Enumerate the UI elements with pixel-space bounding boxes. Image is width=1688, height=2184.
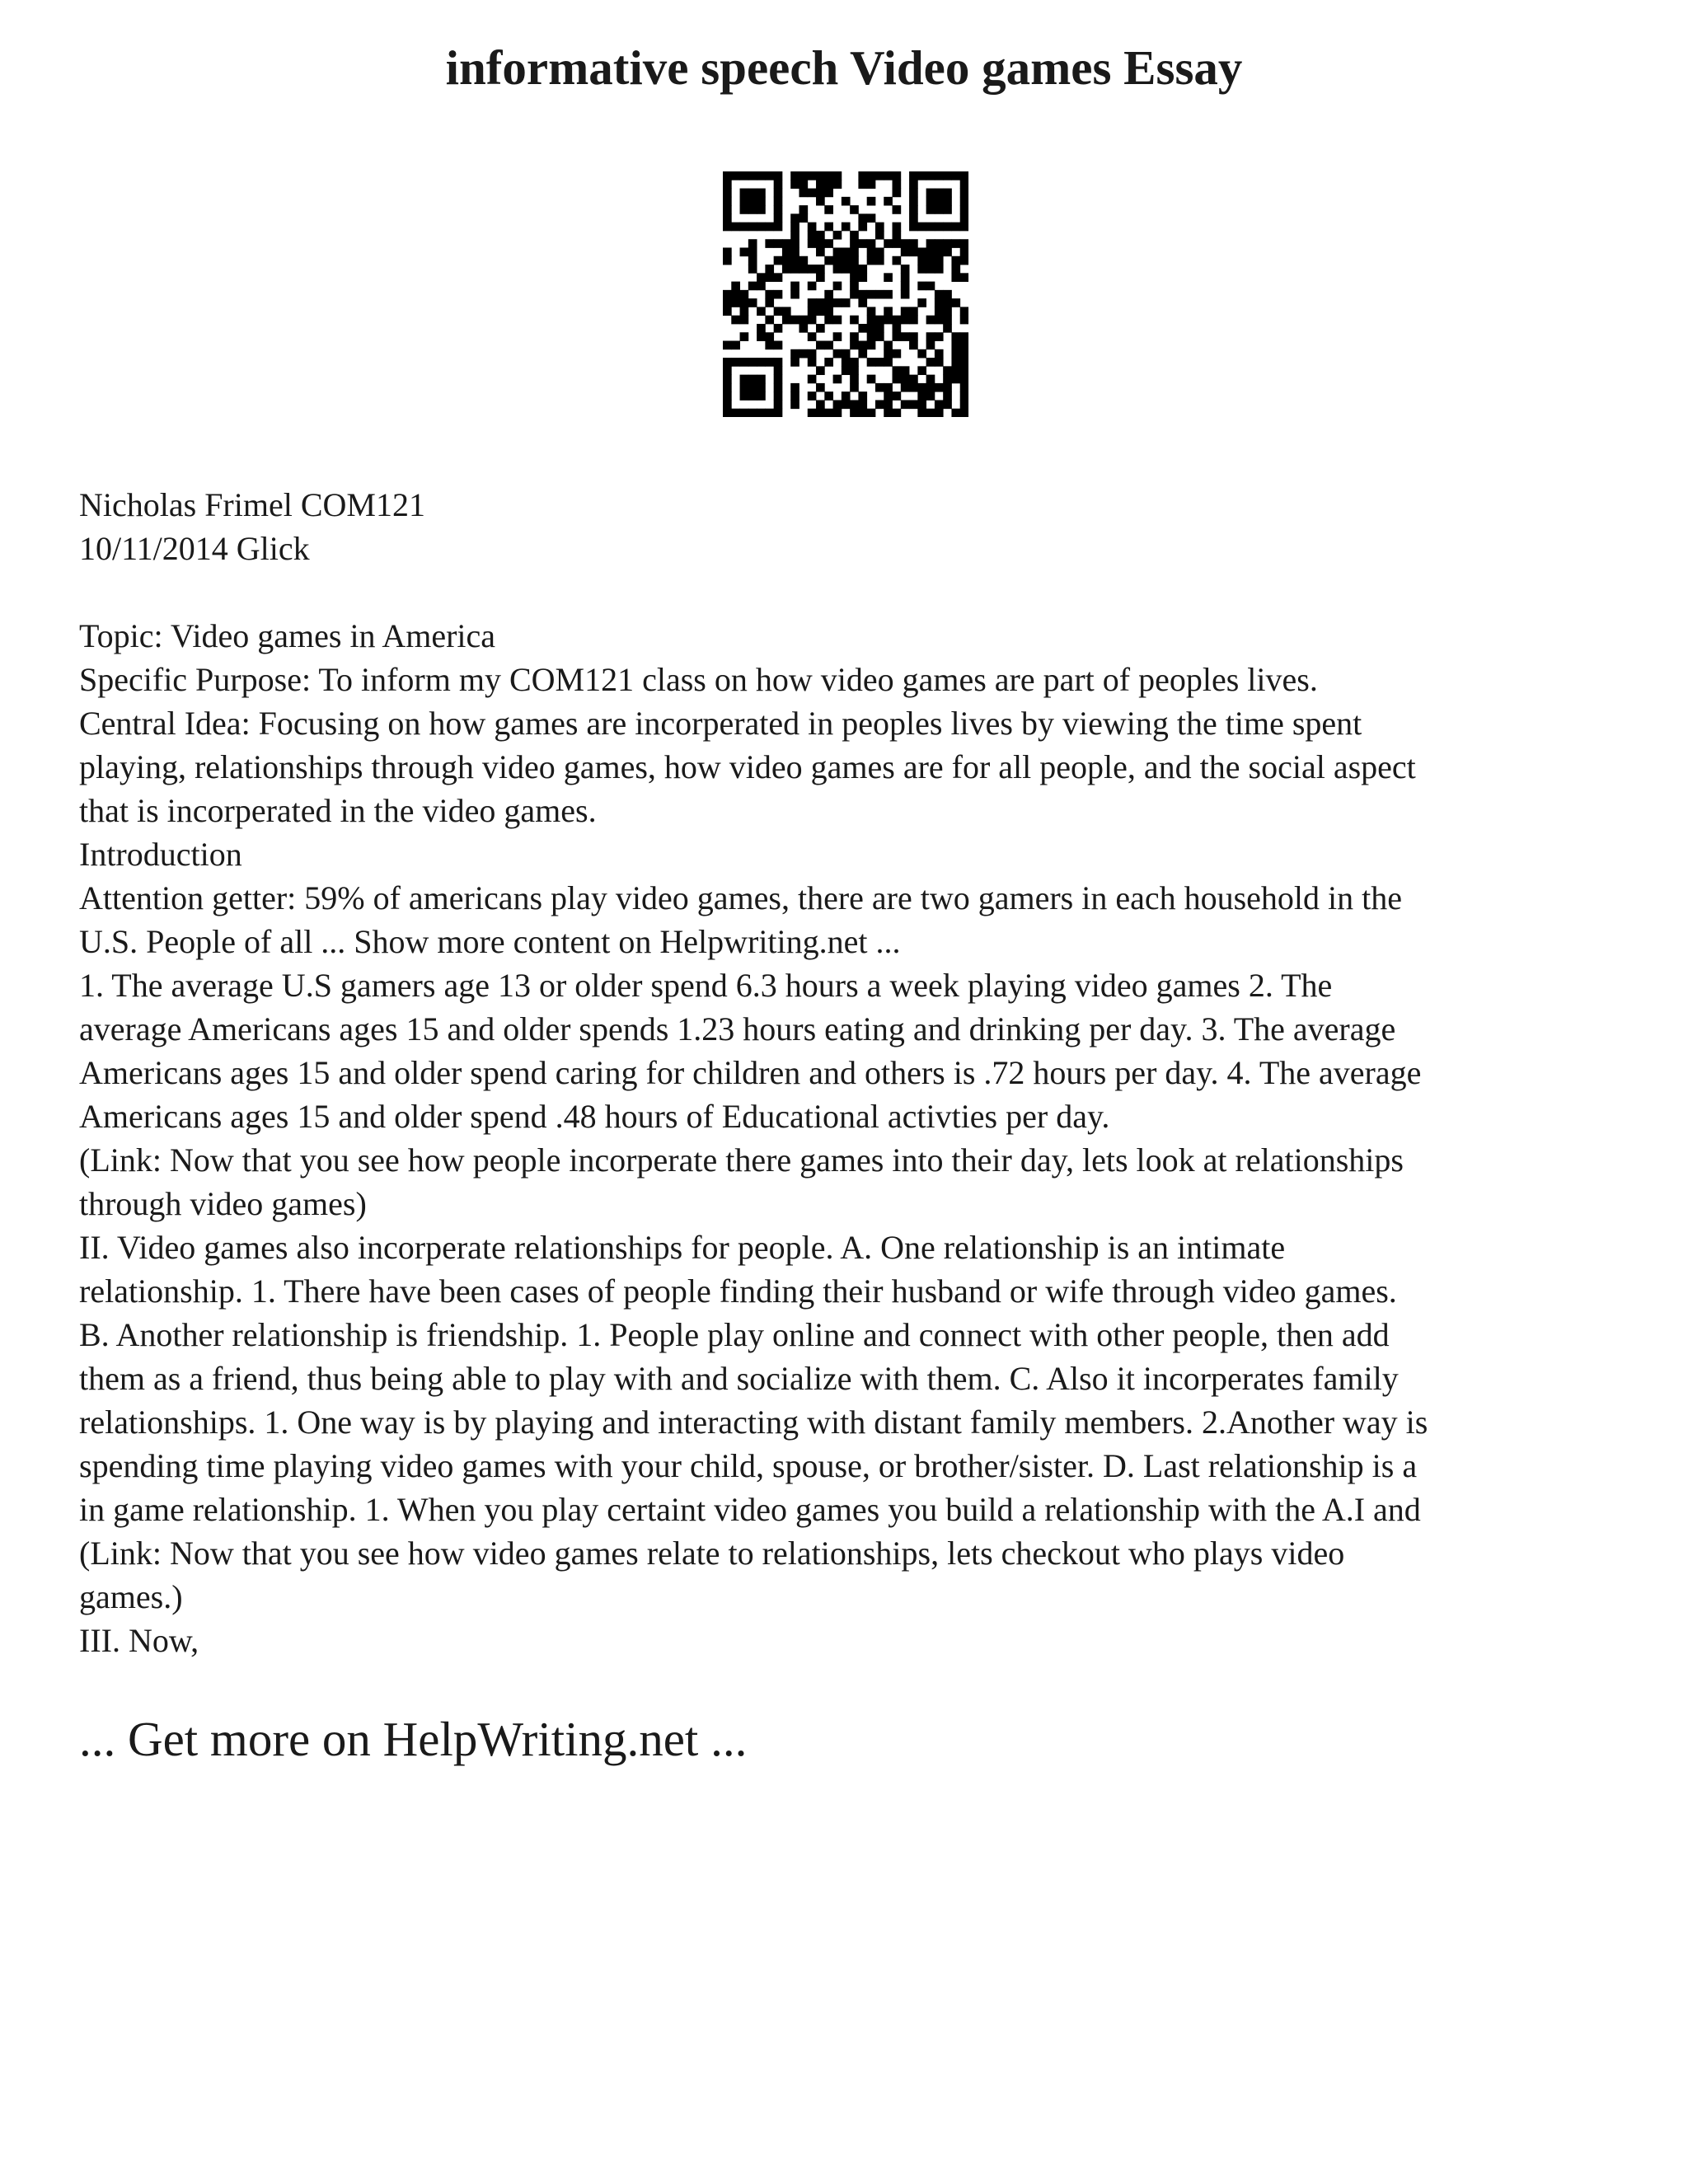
qr-code-icon <box>723 171 968 417</box>
text-line: that is incorperated in the video games. <box>79 792 597 829</box>
essay-body <box>79 483 1629 1662</box>
get-more-link[interactable]: ... Get more on HelpWriting.net ... <box>79 1712 748 1766</box>
text-line: (Link: Now that you see how people incorperate there games into their day, lets look at relationships <box>79 1141 1404 1179</box>
text-line: spending time playing video games with your child, spouse, or brother/sister. D. Last relationship is a <box>79 1447 1418 1484</box>
text-line: through video games) <box>79 1185 367 1222</box>
text-line: Americans ages 15 and older spend .48 hours of Educational activties per day. <box>79 1098 1110 1135</box>
text-line: playing, relationships through video games, how video games are for all people, and the social aspect <box>79 748 1416 785</box>
text-line: U.S. People of all ... Show more content on Helpwriting.net ... <box>79 923 901 960</box>
text-line: relationships. 1. One way is by playing and interacting with distant family members. 2.Another way is <box>79 1404 1428 1441</box>
text-line: Introduction <box>79 836 242 873</box>
text-line: them as a friend, thus being able to play with and socialize with them. C. Also it incorperates family <box>79 1360 1399 1397</box>
text-line: Specific Purpose: To inform my COM121 class on how video games are part of peoples lives. <box>79 661 1318 698</box>
text-line: III. Now, <box>79 1622 199 1659</box>
text-line: Topic: Video games in America <box>79 617 496 654</box>
text-line: in game relationship. 1. When you play certaint video games you build a relationship with the A.I and <box>79 1491 1421 1528</box>
text-line: games.) <box>79 1578 183 1615</box>
text-line: B. Another relationship is friendship. 1. People play online and connect with other people, then add <box>79 1316 1390 1353</box>
text-line: 1. The average U.S gamers age 13 or older spend 6.3 hours a week playing video games 2. The <box>79 967 1333 1004</box>
page-title: informative speech Video games Essay <box>445 40 1243 95</box>
text-line: average Americans ages 15 and older spends 1.23 hours eating and drinking per day. 3. The average <box>79 1010 1396 1047</box>
text-line: II. Video games also incorperate relationships for people. A. One relationship is an intimate <box>79 1229 1286 1266</box>
author-line: Nicholas Frimel COM121 <box>79 486 425 523</box>
date-line: 10/11/2014 Glick <box>79 530 310 567</box>
text-line: Attention getter: 59% of americans play video games, there are two gamers in each household in the <box>79 879 1403 916</box>
text-line: Americans ages 15 and older spend caring for children and others is .72 hours per day. 4. The average <box>79 1054 1422 1091</box>
spacer <box>79 570 1629 614</box>
text-line: (Link: Now that you see how video games relate to relationships, lets checkout who plays video <box>79 1535 1345 1572</box>
text-line: Central Idea: Focusing on how games are incorperated in peoples lives by viewing the time spent <box>79 705 1362 742</box>
text-line: relationship. 1. There have been cases of people finding their husband or wife through video games. <box>79 1272 1397 1310</box>
